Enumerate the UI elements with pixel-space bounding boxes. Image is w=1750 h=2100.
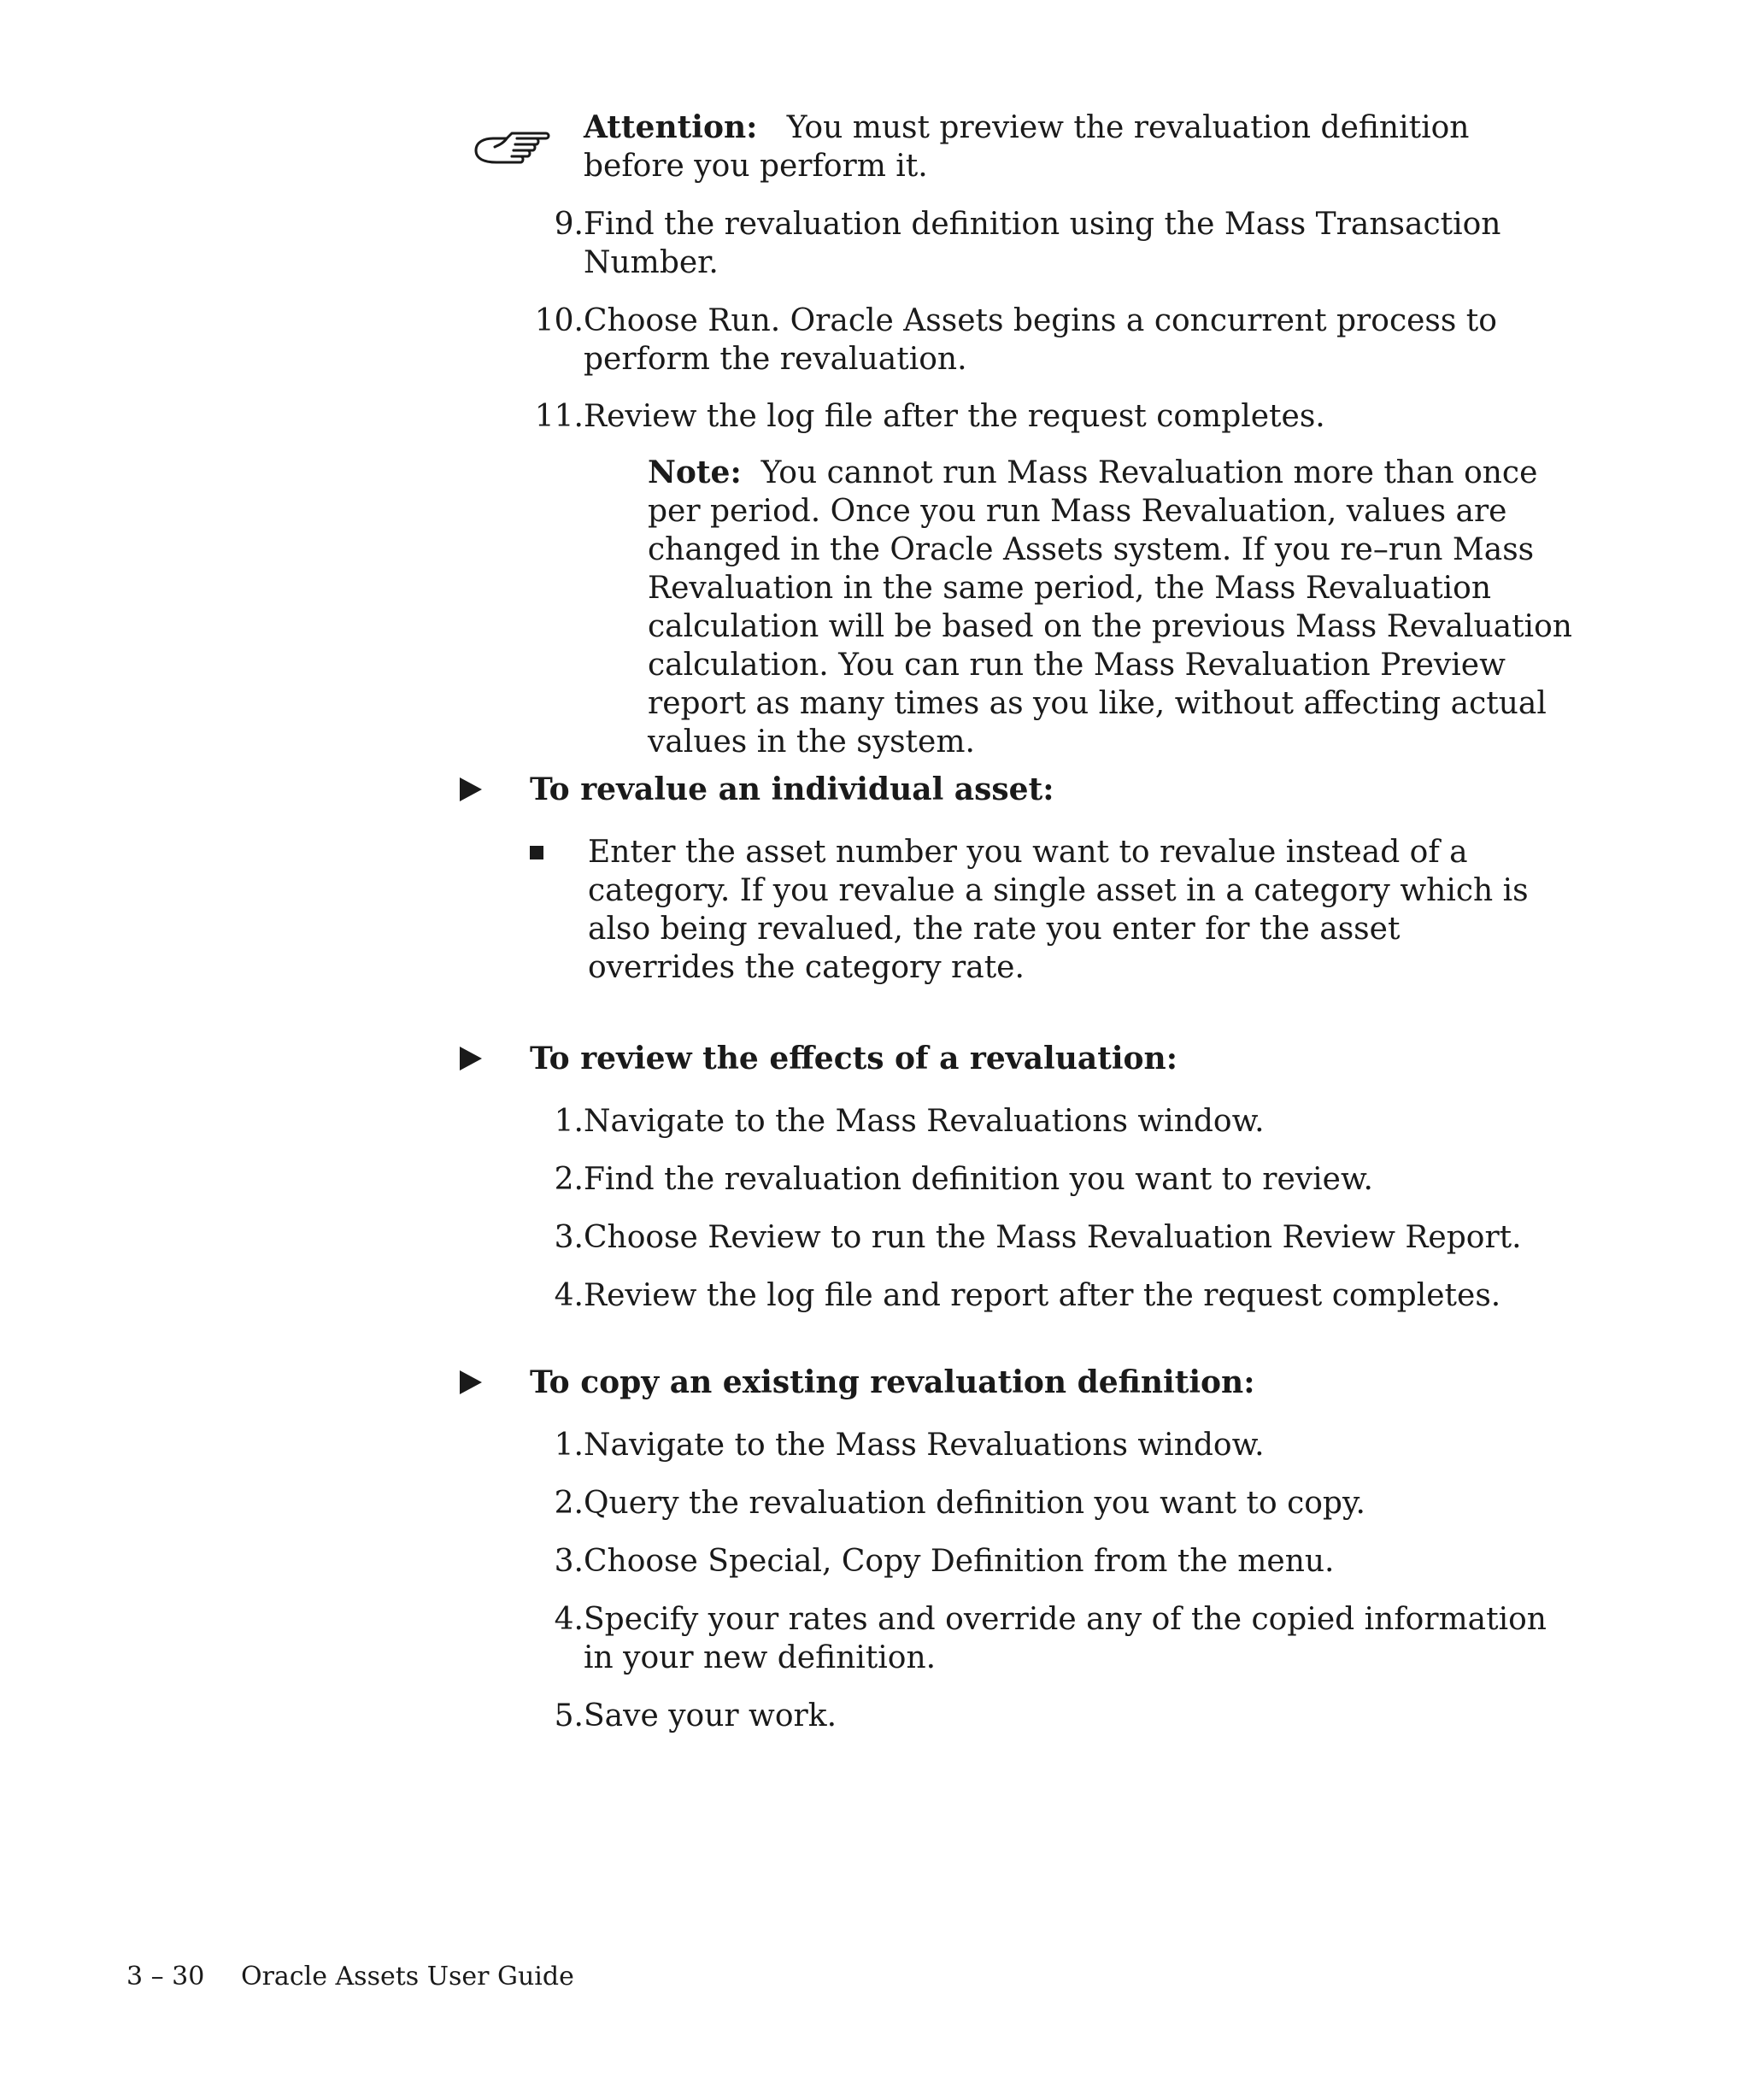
note-text: You cannot run Mass Revaluation more than once per period. Once you run Mass Revaluation, values are changed in the Oracle Assets system. If you re–run Mass Revaluation in the same period, the Mass Revaluation calculation will be based on the previous Mass Revaluation calculation. You can run the Mass Revaluation Preview report as many times as you like, without affecting actual values in the system. bbox=[648, 455, 1572, 760]
list-item-number: 5. bbox=[554, 1698, 584, 1733]
page-number: 3 – 30 bbox=[126, 1962, 205, 1991]
procedure-heading-text: To revalue an individual asset: bbox=[530, 771, 1054, 807]
procedure-heading-text: To review the effects of a revaluation: bbox=[530, 1041, 1178, 1076]
list-item-text: Choose Special, Copy Definition from the menu. bbox=[584, 1544, 1335, 1579]
list-item-text: Navigate to the Mass Revaluations window. bbox=[584, 1428, 1265, 1463]
list-item-number: 3. bbox=[554, 1220, 584, 1255]
list-item-text: Find the revaluation definition using the Mass Transaction Number. bbox=[584, 207, 1501, 280]
triangle-bullet-icon bbox=[460, 1370, 482, 1394]
square-bullet-icon bbox=[530, 846, 543, 859]
attention-label: Attention: bbox=[584, 109, 758, 145]
page-footer bbox=[126, 1962, 574, 1992]
list-item-text: Query the revaluation definition you want to copy. bbox=[584, 1486, 1365, 1521]
list-item-number: 1. bbox=[554, 1104, 584, 1139]
list-item-text: Save your work. bbox=[584, 1698, 837, 1733]
list-item-text: Find the revaluation definition you want to review. bbox=[584, 1162, 1373, 1197]
list-item-number: 3. bbox=[554, 1544, 584, 1579]
list-item-text: Review the log file and report after the request completes. bbox=[584, 1278, 1501, 1313]
list-item-number: 1. bbox=[554, 1428, 584, 1463]
triangle-bullet-icon bbox=[460, 1047, 482, 1071]
list-item-number: 9. bbox=[554, 207, 584, 242]
book-title: Oracle Assets User Guide bbox=[241, 1962, 574, 1991]
list-item-text: Navigate to the Mass Revaluations window. bbox=[584, 1104, 1265, 1139]
note-label: Note: bbox=[648, 455, 742, 490]
attention-text: You must preview the revaluation definition before you perform it. bbox=[584, 110, 1470, 184]
attention-note bbox=[468, 109, 1562, 185]
list-item-number: 4. bbox=[554, 1278, 584, 1313]
procedure-heading bbox=[460, 771, 1571, 813]
list-item-number: 2. bbox=[554, 1486, 584, 1521]
procedure-heading bbox=[460, 1364, 1571, 1406]
procedure-heading bbox=[460, 1040, 1571, 1082]
triangle-bullet-icon bbox=[460, 777, 482, 801]
note-block bbox=[648, 454, 1588, 761]
list-item-text: Specify your rates and override any of the copied information in your new definition. bbox=[584, 1602, 1547, 1675]
list-item-number: 11. bbox=[534, 399, 584, 434]
list-item-text: Review the log file after the request completes. bbox=[584, 399, 1325, 434]
bullet-item-text: Enter the asset number you want to revalue instead of a category. If you revalue a single asset in a category which is also being revalued, the rate you enter for the asset overrides the category rate. bbox=[588, 835, 1529, 985]
list-item-text: Choose Run. Oracle Assets begins a concurrent process to perform the revaluation. bbox=[584, 303, 1497, 377]
list-item-number: 4. bbox=[554, 1602, 584, 1637]
list-item-text: Choose Review to run the Mass Revaluation Review Report. bbox=[584, 1220, 1522, 1255]
list-item-number: 10. bbox=[534, 303, 584, 338]
list-item-number: 2. bbox=[554, 1162, 584, 1197]
procedure-heading-text: To copy an existing revaluation definition: bbox=[530, 1364, 1255, 1400]
